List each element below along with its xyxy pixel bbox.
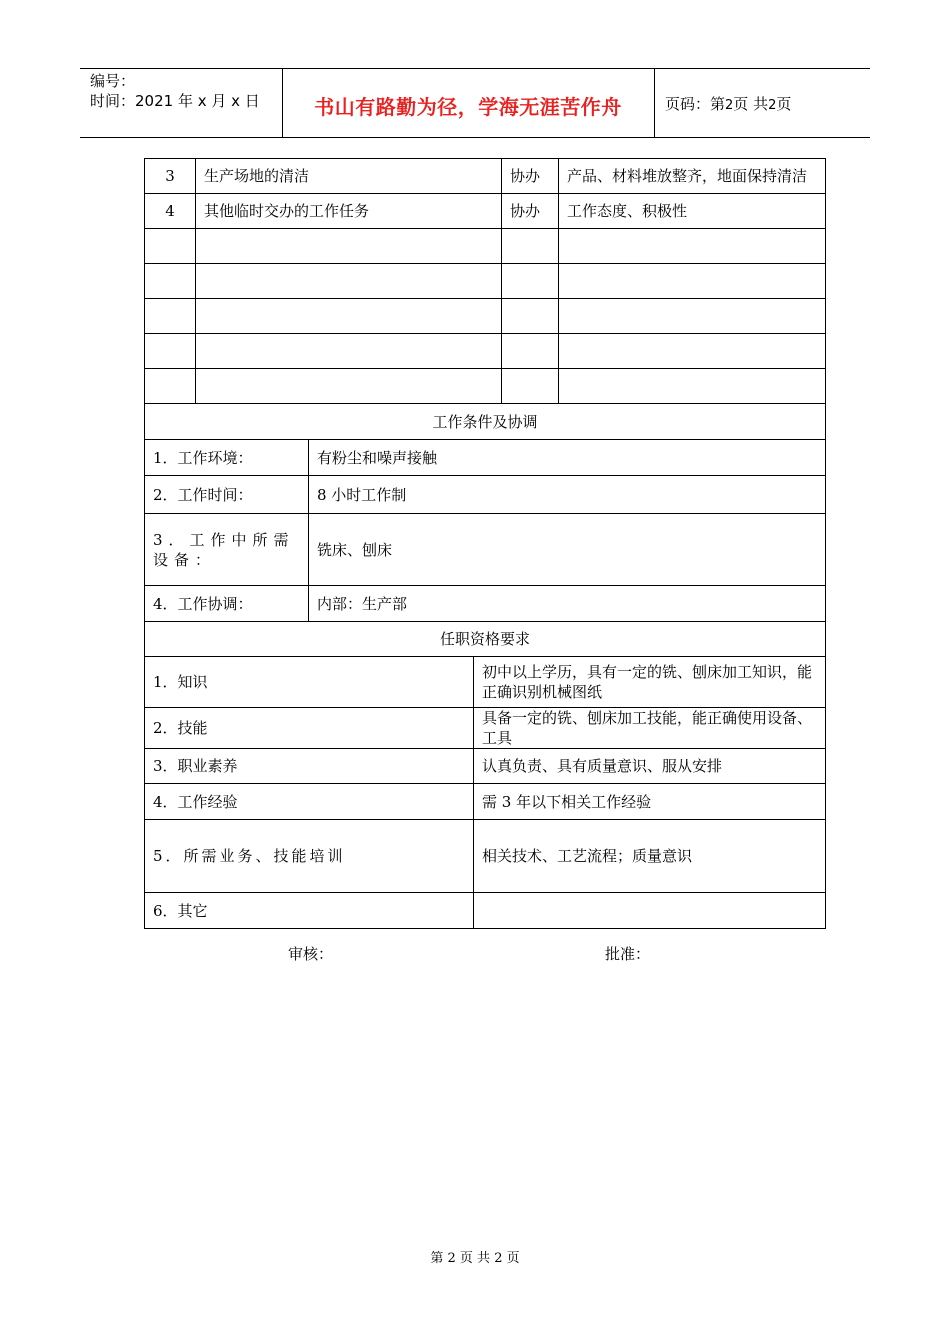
qualification-value xyxy=(474,893,826,929)
qualification-label: 3．职业素养 xyxy=(145,749,474,784)
qualification-label: 4．工作经验 xyxy=(145,784,474,820)
qualification-row xyxy=(145,784,826,820)
qualification-label: 6．其它 xyxy=(145,893,474,929)
task-row xyxy=(145,159,826,194)
qualification-value: 需 3 年以下相关工作经验 xyxy=(474,784,826,820)
page-footer: 第 2 页 共 2 页 xyxy=(430,1251,520,1266)
qualification-row xyxy=(145,657,826,708)
section-row xyxy=(145,404,826,440)
qualification-row xyxy=(145,820,826,893)
approve-label: 批准： xyxy=(605,945,651,963)
page-mid: 页 共 xyxy=(733,95,769,113)
review-label: 审核： xyxy=(288,945,334,963)
job-description-table xyxy=(144,158,826,929)
condition-value: 内部：生产部 xyxy=(309,586,826,622)
qualification-value: 具备一定的铣、刨床加工技能，能正确使用设备、工具 xyxy=(474,708,826,749)
qualification-value: 初中以上学历，具有一定的铣、刨床加工知识，能正确识别机械图纸 xyxy=(474,657,826,708)
document-header xyxy=(80,68,870,138)
condition-row xyxy=(145,440,826,476)
condition-value: 铣床、刨床 xyxy=(309,514,826,586)
condition-label: 2．工作时间： xyxy=(145,476,309,514)
header-divider xyxy=(654,69,655,137)
task-standard: 工作态度、积极性 xyxy=(559,194,826,229)
condition-row xyxy=(145,476,826,514)
section-row xyxy=(145,622,826,657)
qualification-row xyxy=(145,893,826,929)
condition-value: 有粉尘和噪声接触 xyxy=(309,440,826,476)
qualification-label: 2．技能 xyxy=(145,708,474,749)
empty-task-row xyxy=(145,264,826,299)
condition-label: 4．工作协调： xyxy=(145,586,309,622)
qualification-label: 1．知识 xyxy=(145,657,474,708)
task-role: 协办 xyxy=(502,159,559,194)
qualification-label: 5．所需业务、技能培训 xyxy=(145,820,474,893)
task-standard: 产品、材料堆放整齐，地面保持清洁 xyxy=(559,159,826,194)
task-name: 生产场地的清洁 xyxy=(196,159,502,194)
page-current: 2 xyxy=(725,98,734,113)
empty-task-row xyxy=(145,334,826,369)
number-label: 编号： xyxy=(90,72,136,90)
page-end: 页 xyxy=(776,95,792,113)
condition-value: 8 小时工作制 xyxy=(309,476,826,514)
task-role: 协办 xyxy=(502,194,559,229)
qualification-row xyxy=(145,749,826,784)
condition-label: 3．工作中所需设备： xyxy=(145,514,309,586)
header-page-info xyxy=(665,93,791,114)
qualification-row xyxy=(145,708,826,749)
empty-task-row xyxy=(145,229,826,264)
condition-label: 1．工作环境： xyxy=(145,440,309,476)
motto: 书山有路勤为径，学海无涯苦作舟 xyxy=(314,95,622,119)
empty-task-row xyxy=(145,299,826,334)
task-no: 3 xyxy=(145,159,196,194)
time-label: 时间：2021 年 x 月 x 日 xyxy=(90,92,260,110)
condition-row xyxy=(145,586,826,622)
empty-task-row xyxy=(145,369,826,404)
page-total: 2 xyxy=(768,98,777,113)
task-row xyxy=(145,194,826,229)
condition-row xyxy=(145,514,826,586)
page-label: 页码：第 xyxy=(665,95,726,113)
task-no: 4 xyxy=(145,194,196,229)
qualifications-title: 任职资格要求 xyxy=(145,622,826,657)
header-meta xyxy=(90,71,260,111)
qualification-value: 认真负责、具有质量意识、服从安排 xyxy=(474,749,826,784)
task-name: 其他临时交办的工作任务 xyxy=(196,194,502,229)
conditions-title: 工作条件及协调 xyxy=(145,404,826,440)
qualification-value: 相关技术、工艺流程；质量意识 xyxy=(474,820,826,893)
